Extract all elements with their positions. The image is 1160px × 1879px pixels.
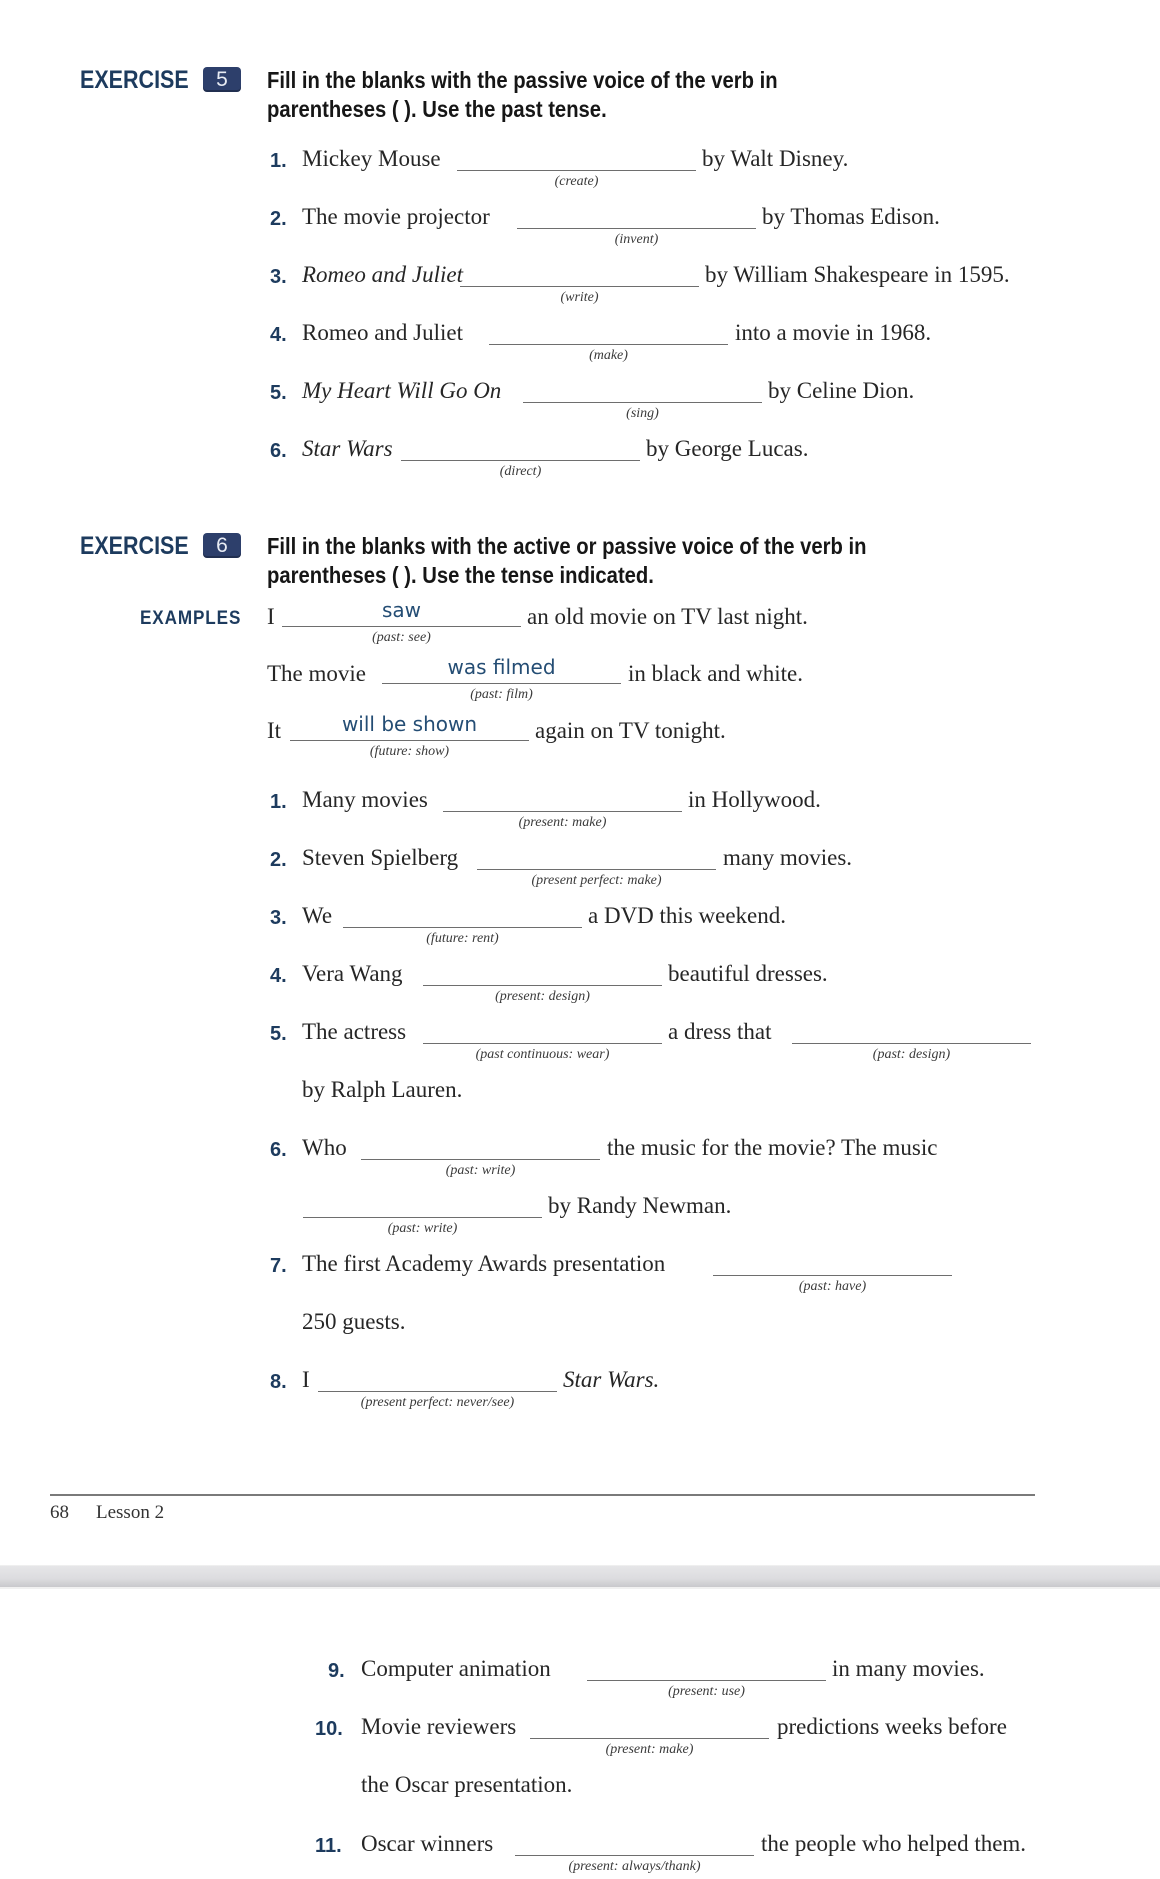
item-number: 1. bbox=[270, 150, 287, 172]
item-text-before: Who bbox=[302, 1135, 347, 1160]
answer-blank[interactable] bbox=[318, 1391, 557, 1392]
verb-hint: (write) bbox=[560, 290, 599, 305]
item-number: 2. bbox=[270, 208, 287, 230]
answer-blank[interactable] bbox=[423, 1043, 662, 1044]
item-text-before: Steven Spielberg bbox=[302, 845, 459, 870]
answer-blank[interactable] bbox=[460, 286, 699, 287]
item-number: 10. bbox=[315, 1718, 343, 1740]
item-text-before: Computer animation bbox=[361, 1656, 551, 1681]
item-number: 4. bbox=[270, 324, 287, 346]
verb-hint: (invent) bbox=[614, 232, 659, 247]
item-text-after: by Celine Dion. bbox=[768, 378, 915, 403]
item-text-after: beautiful dresses. bbox=[668, 961, 828, 986]
answer-blank[interactable] bbox=[587, 1680, 826, 1681]
item-text-after: in many movies. bbox=[832, 1656, 985, 1681]
item-text-after: a DVD this weekend. bbox=[588, 903, 787, 928]
answer-blank-2[interactable] bbox=[303, 1217, 542, 1218]
verb-hint-2: (past: design) bbox=[872, 1047, 951, 1062]
item-number: 11. bbox=[315, 1835, 342, 1857]
item-text-before: We bbox=[302, 903, 333, 928]
answer-blank bbox=[282, 626, 521, 627]
item-text-after: by Thomas Edison. bbox=[762, 204, 940, 229]
item-text-after: again on TV tonight. bbox=[535, 718, 726, 743]
item-continuation: by Ralph Lauren. bbox=[302, 1077, 463, 1102]
item-text-after: Star Wars. bbox=[563, 1367, 660, 1392]
answer-blank[interactable] bbox=[457, 170, 696, 171]
example-answer: saw bbox=[381, 598, 422, 622]
verb-hint: (direct) bbox=[499, 464, 542, 479]
verb-hint: (present: always/thank) bbox=[568, 1859, 701, 1874]
verb-hint: (past continuous: wear) bbox=[475, 1047, 610, 1062]
item-text-after: the music for the movie? The music bbox=[607, 1135, 938, 1160]
example-answer: will be shown bbox=[341, 712, 478, 736]
item-number: 5. bbox=[270, 1023, 287, 1045]
item-text-middle: a dress that bbox=[668, 1019, 772, 1044]
answer-blank[interactable] bbox=[489, 344, 728, 345]
item-text-after: predictions weeks before bbox=[777, 1714, 1007, 1739]
examples-label: EXAMPLES bbox=[140, 608, 242, 629]
item-text-after: by William Shakespeare in 1595. bbox=[705, 262, 1010, 287]
item-number: 6. bbox=[270, 1139, 287, 1161]
item-text-after: by George Lucas. bbox=[646, 436, 809, 461]
item-text-before: My Heart Will Go On bbox=[302, 378, 502, 403]
verb-hint: (create) bbox=[554, 174, 599, 189]
verb-hint: (sing) bbox=[626, 406, 659, 421]
answer-blank[interactable] bbox=[477, 869, 716, 870]
item-number: 8. bbox=[270, 1371, 287, 1393]
answer-blank-2[interactable] bbox=[792, 1043, 1031, 1044]
item-text-before: Movie reviewers bbox=[361, 1714, 517, 1739]
lesson-label: Lesson 2 bbox=[96, 1502, 165, 1523]
item-text-after-2: by Randy Newman. bbox=[548, 1193, 732, 1218]
item-text-after: into a movie in 1968. bbox=[735, 320, 932, 345]
verb-hint: (present: make) bbox=[605, 1742, 694, 1757]
item-text-before: I bbox=[302, 1367, 310, 1392]
item-number: 2. bbox=[270, 849, 287, 871]
item-text-before: Star Wars bbox=[302, 436, 393, 461]
item-text-before: It bbox=[267, 718, 282, 743]
answer-blank bbox=[382, 683, 621, 684]
example-answer: was filmed bbox=[447, 655, 556, 679]
item-number: 6. bbox=[270, 440, 287, 462]
item-text-before: Mickey Mouse bbox=[302, 146, 441, 171]
exercise-label: EXERCISE bbox=[80, 66, 189, 94]
answer-blank[interactable] bbox=[713, 1275, 952, 1276]
answer-blank[interactable] bbox=[443, 811, 682, 812]
item-text-before: Romeo and Juliet bbox=[302, 320, 463, 345]
verb-hint: (present: design) bbox=[495, 989, 590, 1004]
answer-blank[interactable] bbox=[517, 228, 756, 229]
exercise-instruction-line1: Fill in the blanks with the passive voice of the verb in bbox=[267, 67, 778, 93]
verb-hint: (present: use) bbox=[668, 1684, 745, 1699]
exercise-label: EXERCISE bbox=[80, 532, 189, 560]
verb-hint: (future: rent) bbox=[426, 931, 499, 946]
item-number: 1. bbox=[270, 791, 287, 813]
item-continuation: 250 guests. bbox=[302, 1309, 406, 1334]
item-text-before: The actress bbox=[302, 1019, 407, 1044]
item-text-before: Romeo and Juliet bbox=[302, 262, 463, 287]
answer-blank[interactable] bbox=[401, 460, 640, 461]
verb-hint: (present perfect: never/see) bbox=[360, 1395, 515, 1410]
item-text-before: I bbox=[267, 604, 275, 629]
exercise-number-badge: 5 bbox=[203, 67, 241, 92]
exercise-number-badge: 6 bbox=[203, 533, 241, 558]
item-number: 9. bbox=[328, 1660, 345, 1682]
item-number: 7. bbox=[270, 1255, 287, 1277]
verb-hint: (make) bbox=[589, 348, 628, 363]
exercise-instruction-line1: Fill in the blanks with the active or passive voice of the verb in bbox=[267, 533, 867, 559]
item-text-after: the people who helped them. bbox=[761, 1831, 1027, 1856]
item-number: 5. bbox=[270, 382, 287, 404]
item-number: 3. bbox=[270, 266, 287, 288]
item-text-before: The movie bbox=[267, 661, 366, 686]
item-text-before: The movie projector bbox=[302, 204, 490, 229]
item-continuation: the Oscar presentation. bbox=[361, 1772, 573, 1797]
footer-divider bbox=[50, 1494, 1035, 1496]
page-number: 68 bbox=[50, 1502, 69, 1523]
verb-hint: (present: make) bbox=[518, 815, 607, 830]
item-number: 4. bbox=[270, 965, 287, 987]
verb-hint: (past: film) bbox=[470, 687, 533, 702]
answer-blank[interactable] bbox=[515, 1855, 754, 1856]
verb-hint: (past: see) bbox=[372, 630, 431, 645]
item-text-before: The first Academy Awards presentation bbox=[302, 1251, 666, 1276]
answer-blank[interactable] bbox=[530, 1738, 769, 1739]
verb-hint: (past: write) bbox=[445, 1163, 516, 1178]
page-break-separator bbox=[0, 1565, 1160, 1589]
item-text-after: an old movie on TV last night. bbox=[527, 604, 808, 629]
item-number: 3. bbox=[270, 907, 287, 929]
exercise-instruction-line2: parentheses ( ). Use the past tense. bbox=[267, 96, 607, 122]
item-text-after: in Hollywood. bbox=[688, 787, 821, 812]
answer-blank[interactable] bbox=[523, 402, 762, 403]
exercise-instruction-line2: parentheses ( ). Use the tense indicated. bbox=[267, 562, 654, 588]
verb-hint: (present perfect: make) bbox=[531, 873, 662, 888]
item-text-before: Oscar winners bbox=[361, 1831, 494, 1856]
answer-blank[interactable] bbox=[423, 985, 662, 986]
item-text-after: in black and white. bbox=[628, 661, 804, 686]
item-text-before: Vera Wang bbox=[302, 961, 403, 986]
item-text-after: many movies. bbox=[723, 845, 853, 870]
item-text-before: Many movies bbox=[302, 787, 428, 812]
item-text-after: by Walt Disney. bbox=[702, 146, 849, 171]
verb-hint-2: (past: write) bbox=[387, 1221, 458, 1236]
answer-blank[interactable] bbox=[343, 927, 582, 928]
answer-blank[interactable] bbox=[361, 1159, 600, 1160]
answer-blank bbox=[290, 740, 529, 741]
verb-hint: (future: show) bbox=[369, 744, 450, 759]
verb-hint: (past: have) bbox=[798, 1279, 867, 1294]
